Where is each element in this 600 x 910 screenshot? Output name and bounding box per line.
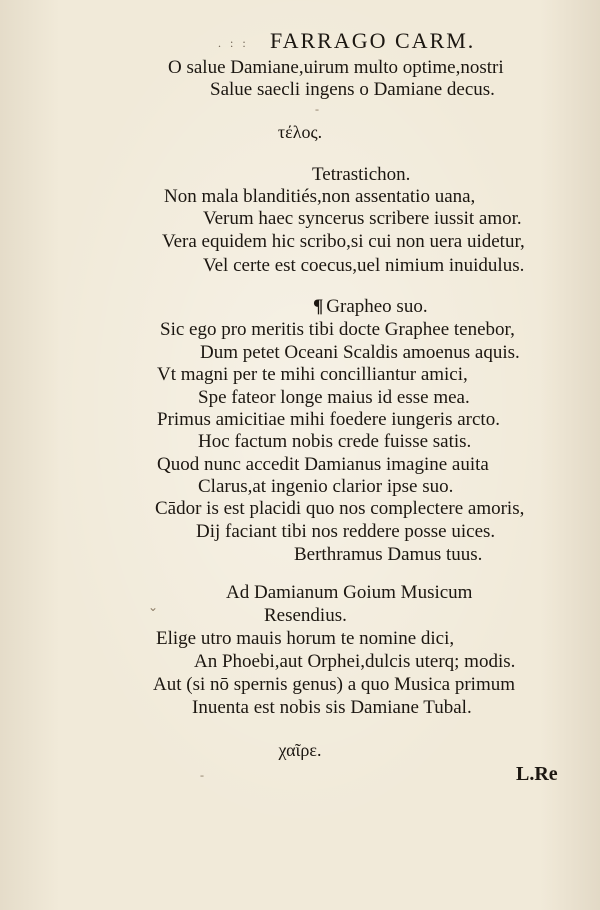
tetrastichon-line-4: Vel certe est coecus,uel nimium inuidulus. [203,255,525,276]
grapheo-line-2: Dum petet Oceani Scaldis amoenus aquis. [200,342,520,363]
grapheo-line-9: Cādor is est placidi quo nos complectere amoris, [155,498,525,519]
catchword: L.Re [516,763,558,785]
resendius-line-3: Aut (si nō spernis genus) a quo Musica primum [153,674,516,695]
ink-speck: - [200,768,204,782]
pilcrow-icon: ¶ [313,296,324,317]
resendius-line-4: Inuenta est nobis sis Damiane Tubal. [192,697,472,718]
ornament-chaire: χαῖρε. [278,740,322,760]
grapheo-heading [313,297,428,316]
tetrastichon-line-3: Vera equidem hic scribo,si cui non uera uidetur, [162,231,525,252]
grapheo-line-8: Clarus,at ingenio clarior ipse suo. [198,476,454,497]
grapheo-line-1: Sic ego pro meritis tibi docte Graphee tenebor, [160,319,515,340]
ornament-telos: τέλος. [277,122,323,142]
grapheo-line-4: Spe fateor longe maius id esse mea. [198,387,470,408]
header-marks: . : : [218,36,249,50]
poem1-line-1: O salue Damiane,uirum multo optime,nostri [168,57,504,78]
resendius-line-1: Elige utro mauis horum te nomine dici, [156,628,455,649]
tetrastichon-title: Tetrastichon. [312,164,411,185]
grapheo-line-5: Primus amicitiae mihi foedere iungeris arcto. [157,409,500,430]
grapheo-line-7: Quod nunc accedit Damianus imagine auita [157,454,489,475]
poem1-line-2: Salue saecli ingens o Damiane decus. [210,79,495,100]
resendius-title-1: Ad Damianum Goium Musicum [226,582,473,603]
grapheo-line-3: Vt magni per te mihi concilliantur amici, [157,364,468,385]
grapheo-title: Grapheo suo. [326,296,428,317]
ink-speck: ⌄ [148,600,159,614]
running-header: FARRAGO CARM. [270,28,476,53]
tetrastichon-line-1: Non mala blanditiés,non assentatio uana, [164,186,476,207]
resendius-line-2: An Phoebi,aut Orphei,dulcis uterq; modis. [194,651,516,672]
tetrastichon-line-2: Verum haec syncerus scribere iussit amor. [203,208,522,229]
ink-speck: - [315,102,319,116]
grapheo-signature: Berthramus Damus tuus. [294,544,483,565]
grapheo-line-6: Hoc factum nobis crede fuisse satis. [198,431,472,452]
resendius-title-2: Resendius. [264,605,347,626]
grapheo-line-10: Dij faciant tibi nos reddere posse uices. [196,521,496,542]
